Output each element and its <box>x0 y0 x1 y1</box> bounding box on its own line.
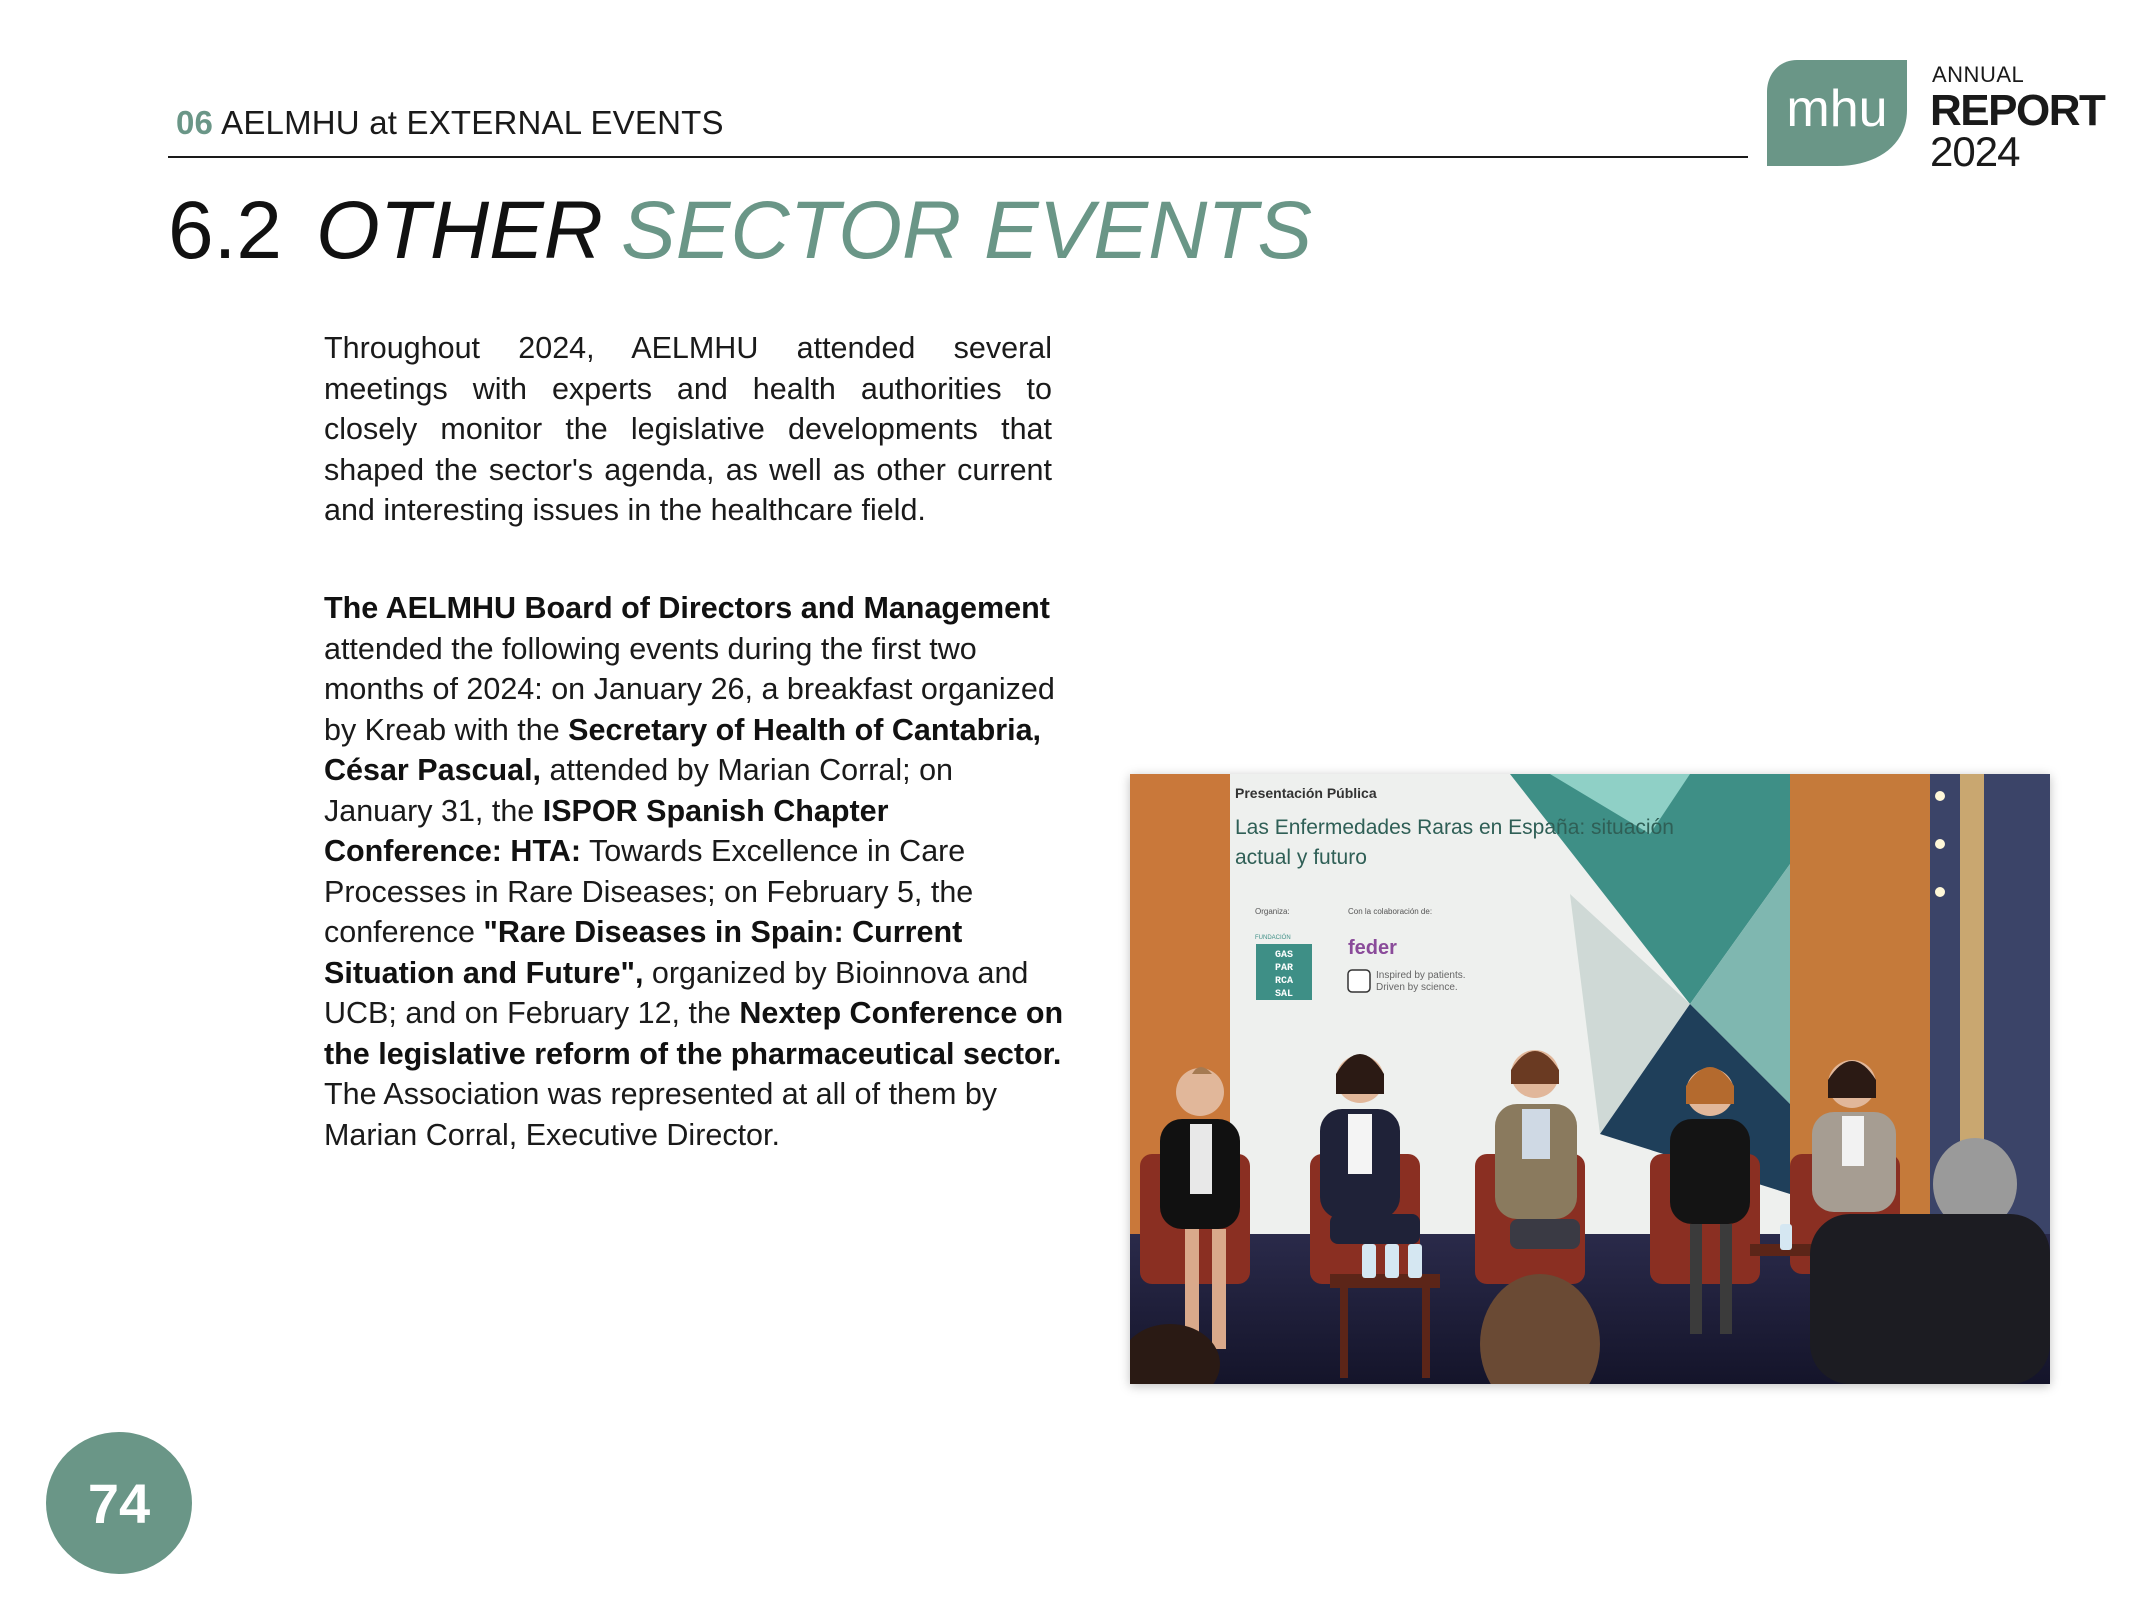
section-title: AELMHU at EXTERNAL EVENTS <box>221 104 724 141</box>
gaspar-line2: PAR <box>1274 963 1294 974</box>
title-part2: SECTOR EVENTS <box>621 185 1313 276</box>
section-label <box>176 104 724 142</box>
body-text: Towards Excellence in Care Processes in Rare Diseases; on February 5, the conference <box>324 834 974 949</box>
gaspar-line4: SAL <box>1274 989 1294 1000</box>
body-text: attended by Marian Corral; on January 31, the <box>324 753 954 828</box>
mhu-logo-icon <box>1767 60 1907 166</box>
feder-logo: feder <box>1348 937 1397 959</box>
ucb-tagline-1: Inspired by patients. <box>1376 970 1466 981</box>
title-number: 6.2 <box>168 185 282 276</box>
ucb-logo-icon <box>1348 970 1370 992</box>
event-photo <box>1130 774 2050 1384</box>
bold-text: Nextep Conference on the legislative reform of the pharmaceutical sector. <box>324 996 1064 1071</box>
bold-text: The AELMHU Board of Directors and Management <box>324 591 1050 625</box>
section-number: 06 <box>176 104 214 141</box>
events-paragraph <box>324 588 1064 1155</box>
banner-fundacion: FUNDACIÓN <box>1255 935 1291 941</box>
banner-title-line1: Las Enfermedades Raras en España: situación <box>1235 816 1674 839</box>
header-divider <box>168 156 1748 158</box>
event-photo-illustration <box>1130 774 2050 1384</box>
gaspar-line3: RCA <box>1274 976 1294 987</box>
page-number-badge: 74 <box>46 1432 192 1574</box>
gaspar-line1: GAS <box>1274 950 1294 961</box>
logo-annual: ANNUAL <box>1932 62 2025 87</box>
body-text: attended the following events during the first two months of 2024: on January 26, a breakfast organized by Kreab with the <box>324 631 1055 747</box>
logo-mark-text: mhu <box>1786 80 1888 138</box>
ucb-tagline-2: Driven by science. <box>1376 982 1458 993</box>
intro-paragraph: Throughout 2024, AELMHU attended several meetings with experts and health authorities to closely monitor the legislative developments that shaped the sector's agenda, as well as other current and interesting issues in the healthcare field. <box>324 331 1052 527</box>
bold-text: ISPOR Spanish Chapter Conference: HTA: <box>324 793 889 868</box>
bold-text: "Rare Diseases in Spain: Current Situation and Future", <box>324 915 963 990</box>
banner-organiza: Organiza: <box>1255 907 1290 916</box>
banner-small-text: Presentación Pública <box>1235 785 1377 801</box>
body-text: organized by Bioinnova and UCB; and on February 12, the <box>324 955 1029 1030</box>
body-text: The Association was represented at all of them by Marian Corral, Executive Director. <box>324 1077 998 1152</box>
logo-year: 2024 <box>1930 128 2020 175</box>
banner-title-line2: actual y futuro <box>1235 846 1367 869</box>
bold-text: Secretary of Health of Cantabria, César Pascual, <box>324 712 1042 787</box>
logo-report: REPORT <box>1930 86 2105 135</box>
banner-colaboracion: Con la colaboración de: <box>1348 907 1433 916</box>
page-title <box>168 185 1313 276</box>
title-part1: OTHER <box>316 185 603 276</box>
